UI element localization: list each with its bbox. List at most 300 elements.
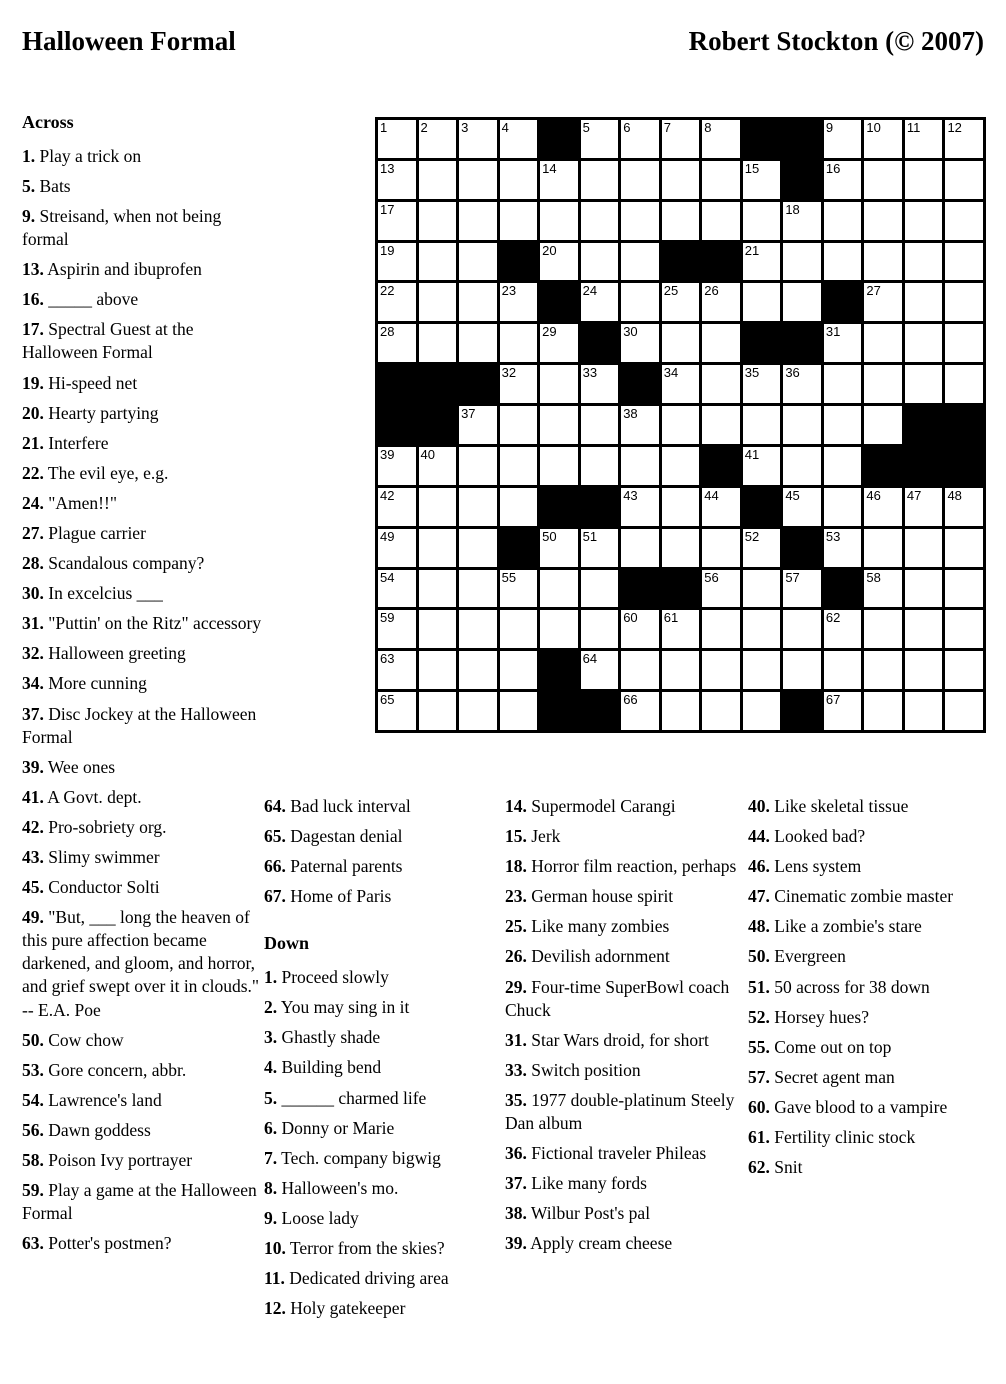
grid-cell[interactable] xyxy=(378,570,416,608)
clue-number: 61. xyxy=(748,1127,770,1148)
clue-item-across-58: 58. Poison Ivy portrayer xyxy=(22,1150,193,1171)
cell-number: 67 xyxy=(825,692,841,708)
grid-cell[interactable] xyxy=(662,202,700,240)
cell-number: 22 xyxy=(380,283,395,299)
grid-cell[interactable] xyxy=(500,488,538,526)
grid-cell[interactable] xyxy=(783,610,821,648)
grid-cell[interactable] xyxy=(662,406,700,444)
grid-cell[interactable] xyxy=(540,447,578,485)
grid-cell[interactable] xyxy=(905,692,943,730)
grid-cell[interactable] xyxy=(702,202,740,240)
grid-cell-black xyxy=(621,570,659,608)
grid-cell[interactable] xyxy=(419,324,457,362)
grid-cell[interactable] xyxy=(662,529,700,567)
grid-cell[interactable] xyxy=(743,161,781,199)
cell-number: 27 xyxy=(866,283,881,299)
grid-cell[interactable] xyxy=(378,120,416,158)
cell-number: 30 xyxy=(623,324,638,340)
clue-number: 11. xyxy=(264,1268,285,1289)
grid-cell[interactable] xyxy=(581,406,619,444)
grid-cell[interactable] xyxy=(702,161,740,199)
cell-number: 2 xyxy=(420,120,428,135)
grid-cell[interactable] xyxy=(500,447,538,485)
clue-item-across-9: 9. Streisand, when not being formal xyxy=(22,205,222,250)
cell-number: 54 xyxy=(380,569,395,585)
grid-cell[interactable] xyxy=(783,651,821,689)
clue-item-across-5: 5. Bats xyxy=(22,175,71,196)
grid-cell[interactable] xyxy=(662,324,700,362)
clue-item-down-9: 9. Loose lady xyxy=(264,1207,359,1228)
grid-cell[interactable] xyxy=(459,692,497,730)
cell-number: 16 xyxy=(825,160,841,176)
grid-cell[interactable] xyxy=(419,120,457,158)
clue-item-across-21: 21. Interfere xyxy=(22,432,109,453)
clue-number: 55. xyxy=(748,1036,770,1057)
grid-cell[interactable] xyxy=(581,283,619,321)
clue-item-down-60: 60. Gave blood to a vampire xyxy=(748,1096,948,1117)
page-title: Halloween Formal xyxy=(22,26,236,56)
clue-number: 14. xyxy=(505,796,527,816)
grid-cell[interactable] xyxy=(378,692,416,730)
grid-cell[interactable] xyxy=(500,283,538,321)
grid-cell[interactable] xyxy=(419,692,457,730)
clue-item-across-20: 20. Hearty partying xyxy=(22,402,159,423)
clue-number: 50. xyxy=(22,1029,44,1050)
grid-cell[interactable] xyxy=(783,283,821,321)
grid-cell[interactable] xyxy=(743,692,781,730)
grid-cell[interactable] xyxy=(459,283,497,321)
grid-cell[interactable] xyxy=(864,283,902,321)
cell-number: 28 xyxy=(380,324,395,340)
clue-item-down-12: 12. Holy gatekeeper xyxy=(264,1298,406,1319)
grid-cell[interactable] xyxy=(824,488,862,526)
grid-cell[interactable] xyxy=(500,651,538,689)
grid-cell[interactable] xyxy=(864,651,902,689)
clue-item-down-15: 15. Jerk xyxy=(505,826,561,847)
grid-cell-black xyxy=(783,692,821,730)
grid-cell[interactable] xyxy=(500,570,538,608)
grid-cell[interactable] xyxy=(459,651,497,689)
clue-number: 39. xyxy=(22,756,44,777)
clue-number: 51. xyxy=(748,976,770,997)
grid-cell-black xyxy=(540,120,578,158)
grid-cell[interactable] xyxy=(459,406,497,444)
grid-cell[interactable] xyxy=(702,365,740,403)
cell-number: 24 xyxy=(582,283,598,299)
grid-cell[interactable] xyxy=(905,120,943,158)
clue-item-down-11: 11. Dedicated driving area xyxy=(264,1268,449,1289)
grid-cell[interactable] xyxy=(419,488,457,526)
clue-number: 66. xyxy=(264,856,286,877)
clue-number: 24. xyxy=(22,492,44,513)
grid-cell-black xyxy=(702,447,740,485)
grid-cell[interactable] xyxy=(783,447,821,485)
grid-cell[interactable] xyxy=(864,365,902,403)
grid-cell[interactable] xyxy=(905,570,943,608)
clue-item-across-16: 16. _____ above xyxy=(22,289,139,310)
grid-cell[interactable] xyxy=(459,324,497,362)
grid-cell[interactable] xyxy=(864,406,902,444)
grid-cell[interactable] xyxy=(864,610,902,648)
clue-item-down-1: 1. Proceed slowly xyxy=(264,967,389,988)
grid-cell[interactable] xyxy=(621,488,659,526)
grid-cell[interactable] xyxy=(945,202,983,240)
clue-number: 23. xyxy=(505,886,527,907)
grid-cell[interactable] xyxy=(419,283,457,321)
grid-cell[interactable] xyxy=(743,447,781,485)
grid-cell[interactable] xyxy=(540,202,578,240)
grid-cell[interactable] xyxy=(540,529,578,567)
grid-cell[interactable] xyxy=(945,243,983,281)
grid-cell[interactable] xyxy=(824,243,862,281)
clue-item-down-14: 14. Supermodel Carangi xyxy=(505,796,676,816)
grid-cell[interactable] xyxy=(743,202,781,240)
cell-number: 8 xyxy=(704,120,712,135)
grid-cell[interactable] xyxy=(702,283,740,321)
grid-cell[interactable] xyxy=(540,243,578,281)
grid-cell[interactable] xyxy=(864,202,902,240)
grid-cell[interactable] xyxy=(743,610,781,648)
grid-cell[interactable] xyxy=(702,324,740,362)
grid-cell[interactable] xyxy=(864,120,902,158)
grid-cell[interactable] xyxy=(378,243,416,281)
grid-cell[interactable] xyxy=(702,120,740,158)
clue-item-down-8: 8. Halloween's mo. xyxy=(264,1177,399,1198)
grid-cell[interactable] xyxy=(702,488,740,526)
grid-cell[interactable] xyxy=(378,324,416,362)
grid-cell[interactable] xyxy=(824,365,862,403)
clue-number: 1. xyxy=(22,145,36,166)
grid-cell[interactable] xyxy=(378,651,416,689)
cell-number: 62 xyxy=(825,610,841,626)
grid-cell[interactable] xyxy=(662,283,700,321)
clue-item-across-53: 53. Gore concern, abbr. xyxy=(22,1059,187,1080)
grid-cell[interactable] xyxy=(662,161,700,199)
grid-cell[interactable] xyxy=(945,488,983,526)
grid-cell[interactable] xyxy=(540,324,578,362)
clue-item-across-22: 22. The evil eye, e.g. xyxy=(22,462,169,483)
grid-cell[interactable] xyxy=(824,651,862,689)
clue-item-down-39: 39. Apply cream cheese xyxy=(505,1233,673,1254)
grid-cell[interactable] xyxy=(581,570,619,608)
clue-number: 27. xyxy=(22,522,44,543)
grid-cell[interactable] xyxy=(945,570,983,608)
grid-cell[interactable] xyxy=(581,365,619,403)
grid-cell[interactable] xyxy=(500,161,538,199)
grid-cell[interactable] xyxy=(662,120,700,158)
grid-cell[interactable] xyxy=(581,447,619,485)
clue-number: 13. xyxy=(22,259,44,280)
grid-cell[interactable] xyxy=(378,610,416,648)
grid-cell[interactable] xyxy=(500,324,538,362)
grid-cell[interactable] xyxy=(500,202,538,240)
cell-number: 13 xyxy=(380,160,395,176)
grid-cell[interactable] xyxy=(459,243,497,281)
clue-number: 21. xyxy=(22,432,44,453)
grid-cell[interactable] xyxy=(783,243,821,281)
clue-item-across-24: 24. "Amen!!" xyxy=(22,492,117,513)
grid-cell[interactable] xyxy=(378,488,416,526)
cell-number: 60 xyxy=(623,610,638,626)
clue-item-down-35: 35. 1977 double-platinum Steely Dan album xyxy=(505,1089,735,1134)
grid-cell[interactable] xyxy=(419,610,457,648)
clue-number: 7. xyxy=(264,1147,278,1168)
grid-cell[interactable] xyxy=(378,202,416,240)
clue-number: 48. xyxy=(748,916,770,937)
grid-cell[interactable] xyxy=(378,529,416,567)
clue-number: 57. xyxy=(748,1066,770,1087)
clue-item-across-45: 45. Conductor Solti xyxy=(22,877,160,898)
grid-cell-black xyxy=(824,570,862,608)
grid-cell[interactable] xyxy=(581,120,619,158)
grid-cell[interactable] xyxy=(905,243,943,281)
grid-cell[interactable] xyxy=(500,120,538,158)
grid-cell[interactable] xyxy=(581,202,619,240)
grid-cell[interactable] xyxy=(783,406,821,444)
cell-number: 31 xyxy=(825,324,841,340)
cell-number: 43 xyxy=(623,487,638,503)
grid-cell[interactable] xyxy=(864,692,902,730)
grid-cell[interactable] xyxy=(783,202,821,240)
grid-cell[interactable] xyxy=(540,161,578,199)
grid-cell[interactable] xyxy=(945,120,983,158)
grid-cell[interactable] xyxy=(783,488,821,526)
grid-cell[interactable] xyxy=(581,243,619,281)
clue-number: 33. xyxy=(505,1059,527,1080)
grid-cell[interactable] xyxy=(824,529,862,567)
grid-cell[interactable] xyxy=(459,529,497,567)
grid-cell[interactable] xyxy=(783,570,821,608)
cell-number: 51 xyxy=(582,528,598,544)
cell-number: 48 xyxy=(947,487,962,503)
grid-cell[interactable] xyxy=(945,324,983,362)
clue-column-4 xyxy=(748,795,988,1186)
grid-cell[interactable] xyxy=(945,283,983,321)
clue-number: 54. xyxy=(22,1089,44,1110)
grid-cell[interactable] xyxy=(662,488,700,526)
grid-cell[interactable] xyxy=(540,610,578,648)
clue-item-across-56: 56. Dawn goddess xyxy=(22,1119,151,1140)
grid-cell[interactable] xyxy=(905,283,943,321)
grid-cell[interactable] xyxy=(824,692,862,730)
clue-number: 4. xyxy=(264,1057,278,1078)
grid-cell[interactable] xyxy=(419,243,457,281)
grid-cell[interactable] xyxy=(662,365,700,403)
grid-cell[interactable] xyxy=(864,243,902,281)
grid-cell[interactable] xyxy=(905,610,943,648)
grid-cell[interactable] xyxy=(540,406,578,444)
grid-cell[interactable] xyxy=(500,692,538,730)
grid-cell[interactable] xyxy=(905,651,943,689)
grid-cell[interactable] xyxy=(824,406,862,444)
grid-cell[interactable] xyxy=(905,324,943,362)
grid-cell[interactable] xyxy=(905,202,943,240)
grid-cell[interactable] xyxy=(864,529,902,567)
clue-item-down-44: 44. Looked bad? xyxy=(748,826,866,847)
clue-item-across-64: 64. Bad luck interval xyxy=(264,796,411,816)
grid-cell[interactable] xyxy=(419,161,457,199)
grid-cell[interactable] xyxy=(459,161,497,199)
clue-number: 36. xyxy=(505,1143,527,1164)
cell-number: 17 xyxy=(380,201,395,217)
grid-cell[interactable] xyxy=(621,243,659,281)
grid-cell-black xyxy=(783,324,821,362)
grid-cell[interactable] xyxy=(662,692,700,730)
grid-cell[interactable] xyxy=(945,610,983,648)
grid-cell[interactable] xyxy=(945,651,983,689)
grid-cell[interactable] xyxy=(621,651,659,689)
clue-item-across-43: 43. Slimy swimmer xyxy=(22,847,160,867)
grid-cell[interactable] xyxy=(378,283,416,321)
grid-cell[interactable] xyxy=(743,570,781,608)
grid-cell[interactable] xyxy=(540,570,578,608)
grid-cell[interactable] xyxy=(864,570,902,608)
grid-cell[interactable] xyxy=(905,488,943,526)
grid-cell[interactable] xyxy=(419,447,457,485)
clue-number: 10. xyxy=(264,1237,286,1258)
grid-cell[interactable] xyxy=(621,324,659,362)
grid-cell[interactable] xyxy=(540,365,578,403)
grid-cell[interactable] xyxy=(783,365,821,403)
clue-number: 17. xyxy=(22,319,44,340)
clue-item-across-1: 1. Play a trick on xyxy=(22,145,142,166)
grid-cell[interactable] xyxy=(621,406,659,444)
grid-cell[interactable] xyxy=(459,488,497,526)
clue-number: 47. xyxy=(748,886,770,907)
grid-cell[interactable] xyxy=(824,610,862,648)
grid-cell[interactable] xyxy=(702,406,740,444)
cell-number: 10 xyxy=(866,120,881,135)
grid-cell[interactable] xyxy=(500,406,538,444)
grid-cell-black xyxy=(459,365,497,403)
grid-cell[interactable] xyxy=(419,529,457,567)
grid-cell[interactable] xyxy=(702,529,740,567)
cell-number: 59 xyxy=(380,610,395,626)
clue-number: 39. xyxy=(505,1233,527,1254)
grid-cell[interactable] xyxy=(378,161,416,199)
grid-cell[interactable] xyxy=(864,161,902,199)
grid-cell[interactable] xyxy=(581,161,619,199)
clue-item-across-13: 13. Aspirin and ibuprofen xyxy=(22,259,202,280)
grid-cell[interactable] xyxy=(621,202,659,240)
clue-item-across-66: 66. Paternal parents xyxy=(264,856,403,877)
clue-item-down-38: 38. Wilbur Post's pal xyxy=(505,1203,651,1224)
cell-number: 33 xyxy=(582,365,598,381)
clue-number: 38. xyxy=(505,1203,527,1224)
grid-cell[interactable] xyxy=(945,365,983,403)
grid-cell[interactable] xyxy=(824,324,862,362)
crossword-grid xyxy=(375,117,986,733)
grid-cell[interactable] xyxy=(378,447,416,485)
grid-cell[interactable] xyxy=(824,120,862,158)
grid-cell[interactable] xyxy=(459,610,497,648)
grid-cell[interactable] xyxy=(824,202,862,240)
grid-cell-black xyxy=(905,406,943,444)
grid-cell[interactable] xyxy=(621,610,659,648)
grid-cell-black xyxy=(540,488,578,526)
grid-cell[interactable] xyxy=(459,447,497,485)
grid-cell-black xyxy=(540,651,578,689)
cell-number: 36 xyxy=(785,365,800,381)
grid-cell[interactable] xyxy=(743,651,781,689)
grid-cell[interactable] xyxy=(581,651,619,689)
grid-cell[interactable] xyxy=(459,202,497,240)
grid-cell[interactable] xyxy=(702,692,740,730)
grid-cell[interactable] xyxy=(743,406,781,444)
grid-cell[interactable] xyxy=(824,447,862,485)
grid-cell[interactable] xyxy=(621,161,659,199)
grid-cell[interactable] xyxy=(419,570,457,608)
grid-cell[interactable] xyxy=(945,529,983,567)
clue-item-down-36: 36. Fictional traveler Phileas xyxy=(505,1143,707,1164)
grid-cell[interactable] xyxy=(621,120,659,158)
clue-item-down-26: 26. Devilish adornment xyxy=(505,946,670,967)
grid-cell[interactable] xyxy=(905,365,943,403)
grid-cell[interactable] xyxy=(581,610,619,648)
grid-cell[interactable] xyxy=(743,529,781,567)
clue-item-down-40: 40. Like skeletal tissue xyxy=(748,796,909,816)
clue-number: 56. xyxy=(22,1119,44,1140)
grid-cell[interactable] xyxy=(500,610,538,648)
clue-number: 15. xyxy=(505,826,527,847)
grid-cell[interactable] xyxy=(702,570,740,608)
cell-number: 38 xyxy=(623,406,638,422)
cell-number: 18 xyxy=(785,201,800,217)
grid-cell-black xyxy=(419,365,457,403)
grid-cell[interactable] xyxy=(581,529,619,567)
grid-cell[interactable] xyxy=(864,488,902,526)
grid-cell[interactable] xyxy=(662,610,700,648)
cell-number: 53 xyxy=(825,528,841,544)
grid-cell[interactable] xyxy=(419,651,457,689)
grid-cell[interactable] xyxy=(945,161,983,199)
grid-cell[interactable] xyxy=(621,692,659,730)
grid-cell[interactable] xyxy=(419,202,457,240)
grid-cell[interactable] xyxy=(743,365,781,403)
cell-number: 32 xyxy=(501,365,517,381)
grid-cell-black xyxy=(621,365,659,403)
grid-cell[interactable] xyxy=(621,283,659,321)
grid-cell[interactable] xyxy=(621,529,659,567)
grid-cell[interactable] xyxy=(743,283,781,321)
clue-number: 31. xyxy=(22,613,44,634)
clue-column-3 xyxy=(505,795,743,1263)
grid-cell[interactable] xyxy=(824,161,862,199)
cell-number: 58 xyxy=(866,569,881,585)
grid-cell[interactable] xyxy=(459,570,497,608)
grid-cell[interactable] xyxy=(905,529,943,567)
grid-cell[interactable] xyxy=(500,365,538,403)
clue-item-down-29: 29. Four-time SuperBowl coach Chuck xyxy=(505,976,730,1020)
clue-item-across-63: 63. Potter's postmen? xyxy=(22,1233,172,1254)
clue-item-across-19: 19. Hi-speed net xyxy=(22,372,138,393)
grid-cell[interactable] xyxy=(945,692,983,730)
grid-cell[interactable] xyxy=(662,651,700,689)
grid-cell[interactable] xyxy=(743,243,781,281)
grid-cell[interactable] xyxy=(459,120,497,158)
grid-cell[interactable] xyxy=(905,161,943,199)
clue-number: 19. xyxy=(22,372,44,393)
grid-cell[interactable] xyxy=(621,447,659,485)
clue-number: 46. xyxy=(748,856,770,877)
cell-number: 19 xyxy=(380,242,395,258)
grid-cell[interactable] xyxy=(662,447,700,485)
grid-cell-black xyxy=(662,243,700,281)
grid-cell[interactable] xyxy=(702,610,740,648)
cell-number: 1 xyxy=(380,120,388,135)
grid-cell[interactable] xyxy=(864,324,902,362)
grid-cell[interactable] xyxy=(702,651,740,689)
